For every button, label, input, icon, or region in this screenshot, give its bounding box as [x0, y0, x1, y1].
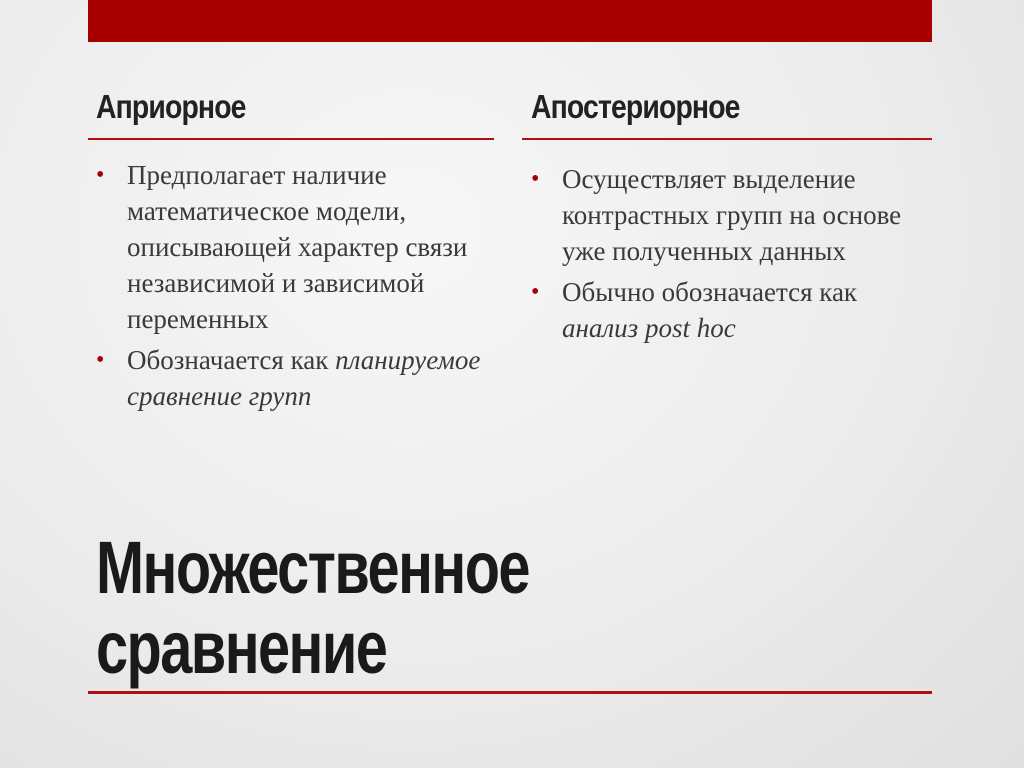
left-bullet-2-text: Обозначается как	[127, 345, 336, 375]
right-bullet-2-text: Обычно обозначается как	[562, 277, 858, 307]
top-accent-bar	[88, 0, 932, 42]
left-bullet-list	[96, 157, 496, 419]
slide-title	[96, 528, 529, 688]
right-bullet-item-2	[531, 274, 926, 346]
left-bullet-2-italic: планируемое сравнение групп	[127, 345, 481, 411]
left-bullet-item-1	[96, 157, 496, 337]
slide-title-line-2: сравнение	[96, 606, 387, 689]
right-bullet-list	[531, 161, 926, 351]
right-heading-rule	[522, 138, 932, 140]
bullet-icon: •	[96, 347, 105, 373]
right-bullet-1-text: Осуществляет выделение контрастных групп на основе уже полученных данных	[562, 164, 902, 266]
right-column-heading: Апостериорное	[531, 88, 740, 125]
bullet-icon: •	[531, 279, 540, 305]
title-bottom-rule	[88, 691, 932, 694]
right-bullet-item-1	[531, 161, 926, 269]
left-heading-rule	[88, 138, 494, 140]
right-bullet-2-italic: анализ post hoc	[562, 313, 736, 343]
left-bullet-1-text: Предполагает наличие математическое модели, описывающей характер связи независимой и зависимой переменных	[127, 160, 468, 334]
left-column-heading: Априорное	[96, 88, 246, 125]
bullet-icon: •	[531, 166, 540, 192]
bullet-icon: •	[96, 162, 105, 188]
slide-title-line-1: Множественное	[96, 526, 529, 609]
left-bullet-item-2	[96, 342, 496, 414]
